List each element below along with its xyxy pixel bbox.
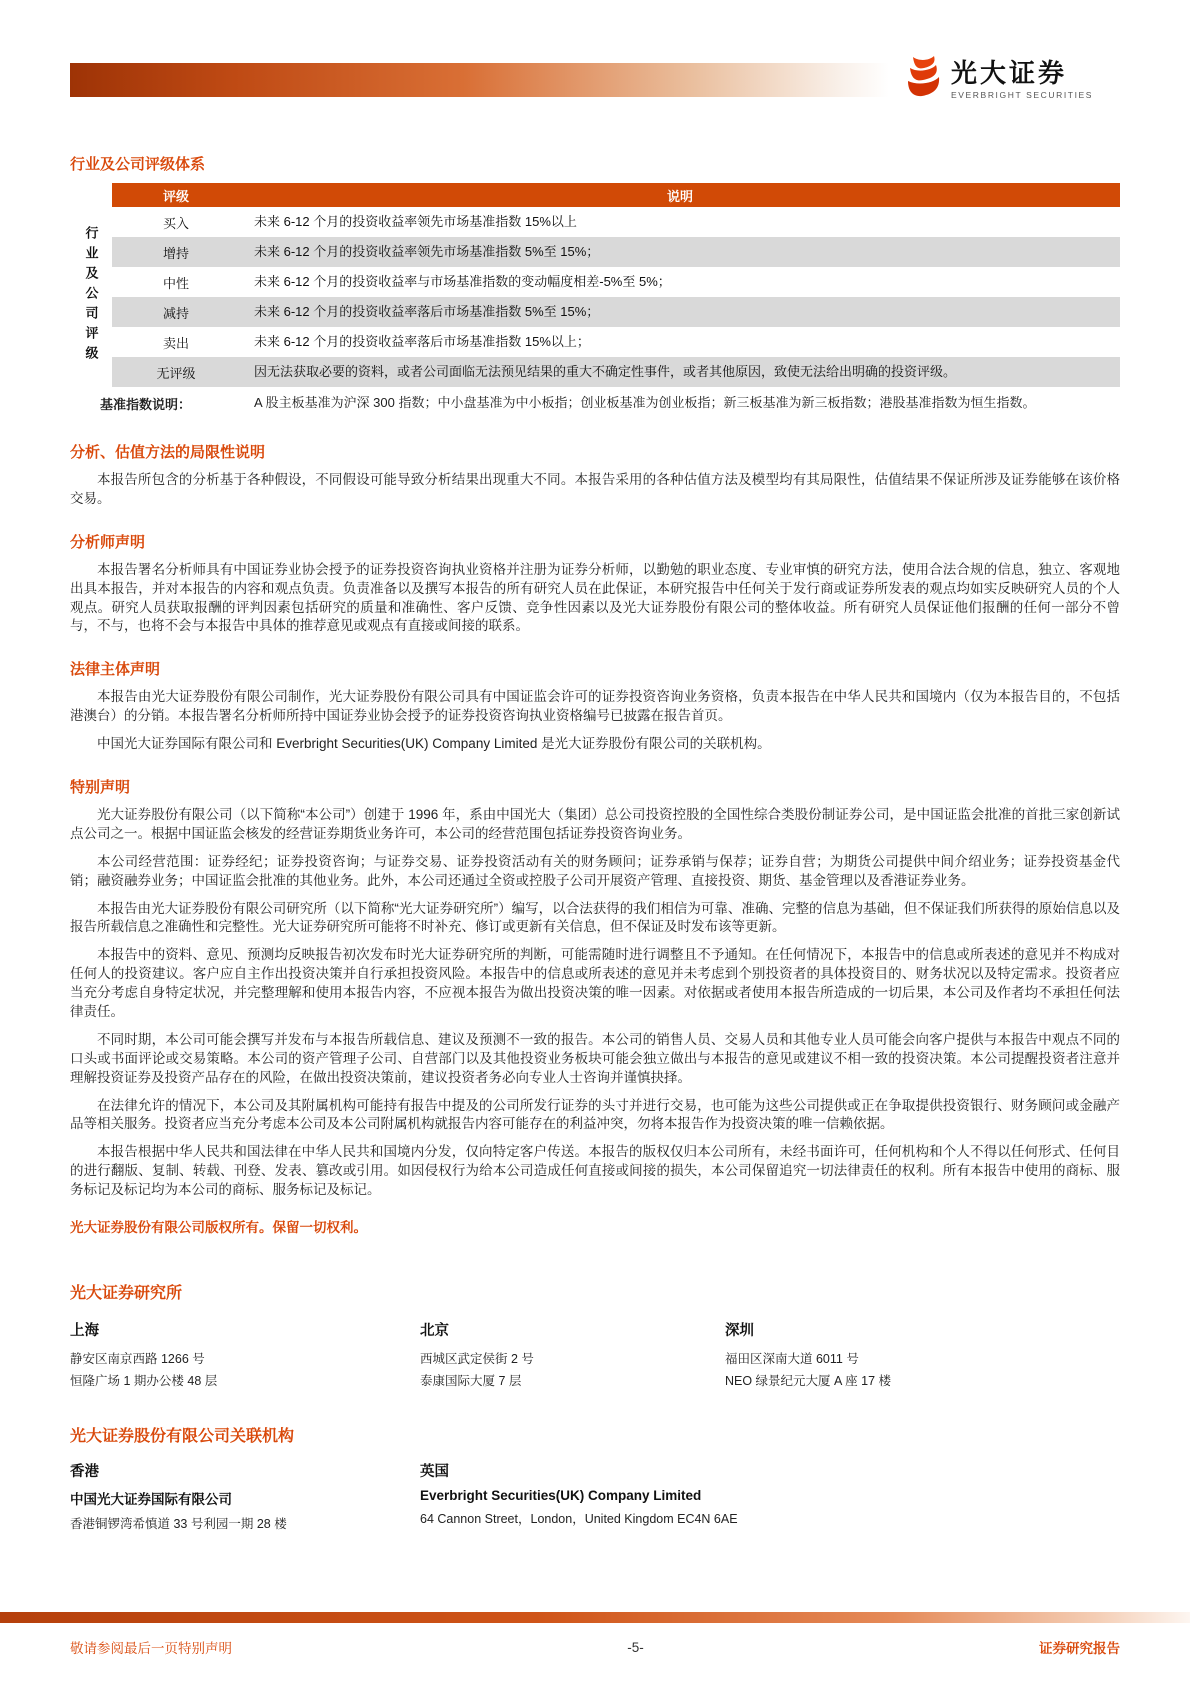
rating-cell: 减持 xyxy=(112,297,240,327)
desc-cell: 未来 6-12 个月的投资收益率领先市场基准指数 15%以上 xyxy=(254,214,577,230)
paragraph: 光大证券股份有限公司（以下简称“本公司”）创建于 1996 年，系由中国光大（集团）总公司投资控股的全国性综合类股份制证券公司，是中国证监会批准的首批三家创新试点公司之一。根据中国证监会核发的经营证券期货业务许可，本公司的经营范围包括证券投资咨询业务。 xyxy=(70,807,1120,841)
affiliate-region: 香港 xyxy=(70,1463,99,1480)
brand-name-cn: 光大证券 xyxy=(951,58,1068,89)
office-city: 北京 xyxy=(420,1323,449,1340)
rating-cell: 中性 xyxy=(162,275,189,291)
address-line: 恒隆广场 1 期办公楼 48 层 xyxy=(70,1373,218,1388)
table-row xyxy=(70,327,1120,357)
footer-gradient-bar xyxy=(0,1612,1190,1623)
address-line: 福田区深南大道 6011 号 xyxy=(725,1352,859,1367)
column-header-desc: 说明 xyxy=(240,183,1120,207)
paragraph: 在法律允许的情况下，本公司及其附属机构可能持有报告中提及的公司所发行证券的头寸并进行交易，也可能为这些公司提供或正在争取提供投资银行、财务顾问或金融产品等相关服务。投资者应当充分考虑本公司及本公司附属机构就报告内容可能存在的利益冲突，勿将本报告作为投资决策的唯一信赖依据。 xyxy=(70,1097,1120,1132)
section-special-statement xyxy=(70,776,1120,1200)
rating-table-header-row xyxy=(70,183,1120,207)
table-side-label-cell xyxy=(70,207,112,387)
affiliate-hongkong xyxy=(70,1460,420,1532)
benchmark-row xyxy=(70,387,1120,419)
table-row xyxy=(70,237,1120,267)
table-row xyxy=(70,297,1120,327)
paragraph: 本报告署名分析师具有中国证券业协会授予的证券投资咨询执业资格并注册为证券分析师，以勤勉的职业态度、专业审慎的研究方法，使用合法合规的信息，独立、客观地出具本报告，并对本报告的内容和观点负责。负责准备以及撰写本报告的所有研究人员在此保证，本研究报告中任何关于发行商或证券所发表的观点均如实反映研究人员的个人观点。研究人员获取报酬的评判因素包括研究的质量和准确性、客户反馈、竞争性因素以及光大证券股份有限公司的整体收益。所有研究人员保证他们报酬的任何一部分不曾与，不与，也将不会与本报告中具体的推荐意见或观点有直接或间接的联系。 xyxy=(70,561,1120,634)
paragraph: 本报告根据中华人民共和国法律在中华人民共和国境内分发，仅向特定客户传送。本报告的版权仅归本公司所有，未经书面许可，任何机构和个人不得以任何形式、任何目的进行翻版、复制、转载、刊登、发表、篡改或引用。如因侵权行为给本公司造成任何直接或间接的损失，本公司保留追究一切法律责任的权利。所有本报告中使用的商标、服务标记及标记均为本公司的商标、服务标记及标记。 xyxy=(70,1144,1120,1198)
office-city: 上海 xyxy=(70,1323,99,1340)
office-grid xyxy=(70,1319,1120,1393)
table-corner-cell xyxy=(70,183,112,207)
paragraph: 中国光大证券国际有限公司和 Everbright Securities(UK) Company Limited 是光大证券股份有限公司的关联机构。 xyxy=(97,736,771,752)
rating-cell: 增持 xyxy=(112,237,240,267)
page-number: -5- xyxy=(627,1639,644,1655)
affiliate-name: Everbright Securities(UK) Company Limited xyxy=(420,1487,702,1503)
affiliate-address: 64 Cannon Street，London，United Kingdom EC4N 6AE xyxy=(420,1511,738,1526)
affiliates-grid xyxy=(70,1460,1120,1532)
table-row xyxy=(70,357,1120,387)
footer-text-row xyxy=(0,1623,1190,1683)
desc-cell: 未来 6-12 个月的投资收益率落后市场基准指数 15%以上； xyxy=(254,334,590,350)
paragraph: 不同时期，本公司可能会撰写并发布与本报告所载信息、建议及预测不一致的报告。本公司的销售人员、交易人员和其他专业人员可能会向客户提供与本报告中观点不同的口头或书面评论或交易策略。本公司的资产管理子公司、自营部门以及其他投资业务板块可能会独立做出与本报告的意见或建议不相一致的投资决策。本公司提醒投资者注意并理解投资证券及投资产品存在的风险，在做出投资决策前，建议投资者务必向专业人士咨询并谨慎抉择。 xyxy=(70,1031,1120,1085)
header-band xyxy=(70,0,1120,103)
page-footer xyxy=(0,1612,1190,1683)
brand-logo xyxy=(905,56,1120,103)
address-line: 泰康国际大厦 7 层 xyxy=(420,1373,522,1388)
paragraph: 本报告由光大证券股份有限公司研究所（以下简称“光大证券研究所”）编写，以合法获得的我们相信为可靠、准确、完整的信息为基础，但不保证我们所获得的原始信息以及报告所载信息之准确性和完整性。光大证券研究所可能将不时补充、修订或更新有关信息，但不保证及时发布该等更新。 xyxy=(70,900,1120,935)
rating-table xyxy=(70,183,1120,419)
section-title: 分析师声明 xyxy=(70,533,146,551)
rating-section-title: 行业及公司评级体系 xyxy=(70,156,206,173)
office-address xyxy=(70,1349,420,1393)
paragraph: 本报告所包含的分析基于各种假设，不同假设可能导致分析结果出现重大不同。本报告采用的各种估值方法及模型均有其局限性，估值结果不保证所涉及证券能够在该价格交易。 xyxy=(70,472,1120,506)
table-side-label: 行业及公司评级 xyxy=(83,225,99,366)
office-shanghai xyxy=(70,1319,420,1393)
affiliates-title: 光大证券股份有限公司关联机构 xyxy=(70,1427,295,1445)
section-title: 特别声明 xyxy=(70,779,131,797)
research-institute-title: 光大证券研究所 xyxy=(70,1285,183,1303)
affiliate-address: 香港铜锣湾希慎道 33 号利园一期 28 楼 xyxy=(70,1516,287,1531)
paragraph: 本报告中的资料、意见、预测均反映报告初次发布时光大证券研究所的判断，可能需随时进行调整且不予通知。在任何情况下，本报告中的信息或所表述的意见并不构成对任何人的投资建议。客户应自主作出投资决策并自行承担投资风险。本报告中的信息或所表述的意见并未考虑到个别投资者的具体投资目的、财务状况以及特定需求。投资者应当充分考虑自身特定状况，并完整理解和使用本报告内容，不应视本报告为做出投资决策的唯一因素。对依据或者使用本报告所造成的一切后果，本公司及作者均不承担任何法律责任。 xyxy=(70,947,1120,1020)
table-row xyxy=(70,207,1120,237)
office-city: 深圳 xyxy=(725,1323,754,1340)
desc-cell: 未来 6-12 个月的投资收益率与市场基准指数的变动幅度相差-5%至 5%； xyxy=(254,274,671,290)
section-title: 法律主体声明 xyxy=(70,661,161,679)
paragraph: 本报告由光大证券股份有限公司制作，光大证券股份有限公司具有中国证监会许可的证券投资咨询业务资格，负责本报告在中华人民共和国境内（仅为本报告目的，不包括港澳台）的分销。本报告署名分析师所持中国证券业协会授予的证券投资咨询执业资格编号已披露在报告首页。 xyxy=(70,689,1120,724)
footer-disclaimer-note: 敬请参阅最后一页特别声明 xyxy=(70,1641,232,1656)
affiliate-uk xyxy=(420,1460,1120,1532)
section-valuation-limitations xyxy=(70,441,1120,509)
flame-icon xyxy=(905,56,941,103)
address-line: 西城区武定侯街 2 号 xyxy=(420,1352,534,1367)
benchmark-label: 基准指数说明： xyxy=(70,387,240,419)
desc-cell: 未来 6-12 个月的投资收益率领先市场基准指数 5%至 15%； xyxy=(240,237,1120,267)
header-gradient-bar xyxy=(70,63,889,97)
desc-cell: 因无法获取必要的资料，或者公司面临无法预见结果的重大不确定性事件，或者其他原因，致使无法给出明确的投资评级。 xyxy=(240,357,1120,387)
copyright-notice: 光大证券股份有限公司版权所有。保留一切权利。 xyxy=(70,1220,367,1236)
table-row xyxy=(70,267,1120,297)
footer-report-type: 证券研究报告 xyxy=(1039,1641,1120,1656)
rating-cell: 无评级 xyxy=(112,357,240,387)
office-address xyxy=(725,1349,1120,1393)
section-analyst-statement xyxy=(70,531,1120,637)
office-beijing xyxy=(420,1319,725,1393)
affiliate-name: 中国光大证券国际有限公司 xyxy=(70,1491,232,1507)
affiliate-region: 英国 xyxy=(420,1463,449,1480)
desc-cell: 未来 6-12 个月的投资收益率落后市场基准指数 5%至 15%； xyxy=(240,297,1120,327)
paragraph: 本公司经营范围：证券经纪；证券投资咨询；与证券交易、证券投资活动有关的财务顾问；证券承销与保荐；证券自营；为期货公司提供中间介绍业务；证券投资基金代销；融资融券业务；中国证监会批准的其他业务。此外，本公司还通过全资或控股子公司开展资产管理、直接投资、期货、基金管理以及香港证券业务。 xyxy=(70,853,1120,888)
section-legal-entity xyxy=(70,658,1120,754)
brand-name-en: EVERBRIGHT SECURITIES xyxy=(951,89,1094,100)
brand-text xyxy=(951,59,1093,100)
rating-cell: 买入 xyxy=(162,215,189,231)
office-shenzhen xyxy=(725,1319,1120,1393)
benchmark-desc: A 股主板基准为沪深 300 指数；中小盘基准为中小板指；创业板基准为创业板指；新三板基准为新三板指数；港股基准指数为恒生指数。 xyxy=(240,387,1120,419)
section-title: 分析、估值方法的局限性说明 xyxy=(70,444,266,461)
address-line: NEO 绿景纪元大厦 A 座 17 楼 xyxy=(725,1373,892,1388)
office-address xyxy=(420,1349,725,1393)
rating-cell: 卖出 xyxy=(162,335,189,351)
address-line: 静安区南京西路 1266 号 xyxy=(70,1352,205,1367)
column-header-rating: 评级 xyxy=(112,183,240,207)
